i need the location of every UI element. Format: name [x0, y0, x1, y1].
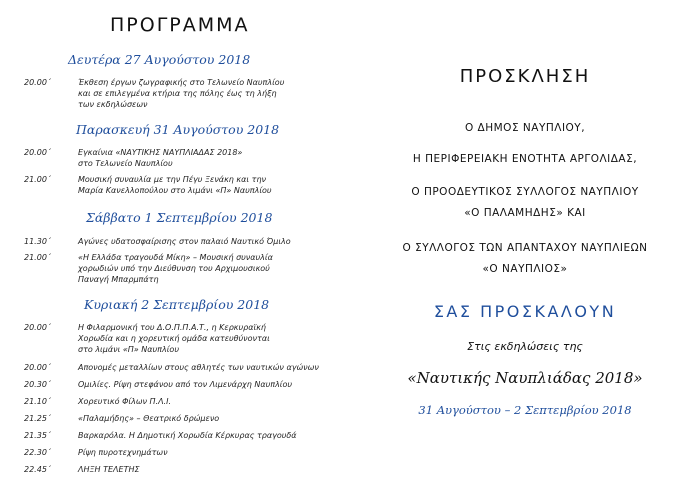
- event-time: 11.30΄: [24, 237, 51, 246]
- event-time: 21.00΄: [24, 175, 51, 184]
- event-description: Η Φιλαρμονική του Δ.Ο.Π.Π.Α.Τ., η Κερκυραϊκή Χορωδία και η χορευτική ομάδα κατευθύνονται στο λιμάνι «Π» Ναυπλίου: [78, 323, 270, 354]
- day-heading-3: Σάββατο 1 Σεπτεμβρίου 2018: [86, 210, 273, 225]
- event-description: Βαρκαρόλα. Η Δημοτική Χορωδία Κέρκυρας τραγουδά: [78, 431, 297, 440]
- event-time: 20.00΄: [24, 323, 51, 332]
- event-description: Χορευτικό Φίλων Π.Λ.Ι.: [78, 397, 172, 406]
- event-description: «Παλαμήδης» – Θεατρικό δρώμενο: [78, 414, 220, 423]
- event-time: 22.30΄: [24, 448, 51, 457]
- invitation-subtitle: Στις εκδηλώσεις της: [467, 340, 583, 353]
- organizer-line: Η ΠΕΡΙΦΕΡΕΙΑΚΗ ΕΝΟΤΗΤΑ ΑΡΓΟΛΙΔΑΣ,: [412, 153, 638, 165]
- event-time: 22.45΄: [24, 465, 51, 474]
- invitation-panel: [350, 0, 700, 495]
- event-time: 21.35΄: [24, 431, 51, 440]
- invitation-title: ΠΡΟΣΚΛΗΣΗ: [459, 66, 591, 87]
- event-time: 20.30΄: [24, 380, 51, 389]
- event-time: 20.00΄: [24, 78, 51, 87]
- event-time: 21.25΄: [24, 414, 51, 423]
- event-time: 21.00΄: [24, 253, 51, 262]
- day-heading-4: Κυριακή 2 Σεπτεμβρίου 2018: [84, 297, 270, 312]
- organizer-line: Ο ΣΥΛΛΟΓΟΣ ΤΩΝ ΑΠΑΝΤΑΧΟΥ ΝΑΥΠΛΙΕΩΝ: [402, 242, 648, 254]
- event-description: ΛΗΞΗ ΤΕΛΕΤΗΣ: [78, 465, 140, 474]
- program-title: ΠΡΟΓΡΑΜΜΑ: [110, 14, 250, 36]
- day-heading-2: Παρασκευή 31 Αυγούστου 2018: [76, 122, 280, 137]
- event-name: «Ναυτικής Ναυπλιάδας 2018»: [407, 369, 643, 387]
- event-time: 21.10΄: [24, 397, 51, 406]
- event-time: 20.00΄: [24, 148, 51, 157]
- event-description: Αγώνες υδατοσφαίρισης στον παλαιό Ναυτικό Όμιλο: [78, 237, 291, 246]
- invitation-call: ΣΑΣ ΠΡΟΣΚΑΛΟΥΝ: [433, 302, 617, 321]
- event-description: Έκθεση έργων ζωγραφικής στο Τελωνείο Ναυπλίου και σε επιλεγμένα κτήρια της πόλης έως τη λήξη των εκδηλώσεων: [78, 78, 285, 109]
- event-description: Ρίψη πυροτεχνημάτων: [78, 448, 168, 457]
- event-description: «Η Ελλάδα τραγουδά Μίκη» – Μουσική συναυλία χορωδιών υπό την Διεύθυνση του Αρχιμουσικού Παναγή Μπαρμπάτη: [78, 253, 273, 284]
- event-description: Ομιλίες. Ρίψη στεφάνου από τον Λιμενάρχη Ναυπλίου: [78, 380, 293, 389]
- organizer-line: Ο ΔΗΜΟΣ ΝΑΥΠΛΙΟΥ,: [464, 122, 586, 134]
- organizer-line: Ο ΠΡΟΟΔΕΥΤΙΚΟΣ ΣΥΛΛΟΓΟΣ ΝΑΥΠΛΙΟΥ: [411, 186, 639, 198]
- event-description: Απονομές μεταλλίων στους αθλητές των ναυτικών αγώνων: [78, 363, 319, 372]
- day-heading-1: Δευτέρα 27 Αυγούστου 2018: [68, 52, 251, 67]
- event-time: 20.00΄: [24, 363, 51, 372]
- organizer-line: «Ο ΠΑΛΑΜΗΔΗΣ» ΚΑΙ: [464, 207, 586, 219]
- event-description: Μουσική συναυλία με την Πέγυ Ξενάκη και την Μαρία Κανελλοπούλου στο λιμάνι «Π» Ναυπλίου: [78, 175, 272, 195]
- event-dates: 31 Αυγούστου – 2 Σεπτεμβρίου 2018: [418, 403, 632, 417]
- event-description: Εγκαίνια «ΝΑΥΤΙΚΗΣ ΝΑΥΠΛΙΑΔΑΣ 2018» στο Τελωνείο Ναυπλίου: [78, 148, 243, 168]
- organizer-line: «Ο ΝΑΥΠΛΙΟΣ»: [482, 263, 568, 275]
